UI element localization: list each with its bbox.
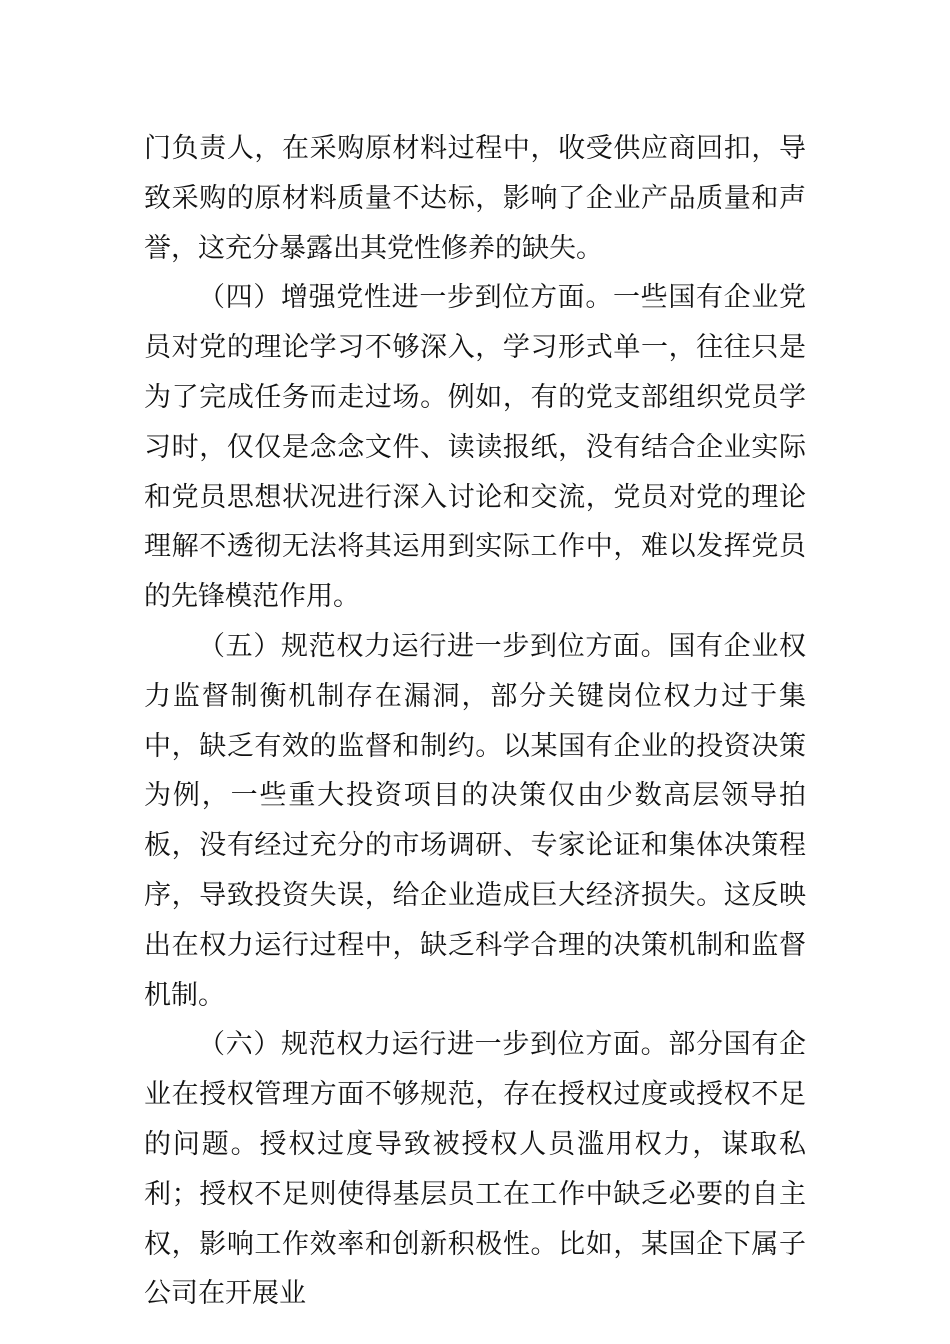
paragraph-continued: 门负责人，在采购原材料过程中，收受供应商回扣，导致采购的原材料质量不达标，影响了企业产品质量和声誉，这充分暴露出其党性修养的缺失。: [144, 133, 806, 264]
paragraph-section-5: （五）规范权力运行进一步到位方面。国有企业权力监督制衡机制存在漏洞，部分关键岗位权力过于集中，缺乏有效的监督和制约。以某国有企业的投资决策为例，一些重大投资项目的决策仅由少数高层领导拍板，没有经过充分的市场调研、专家论证和集体决策程序，导致投资失误，给企业造成巨大经济损失。这反映出在权力运行过程中，缺乏科学合理的决策机制和监督机制。: [144, 630, 806, 1011]
paragraph-section-4: （四）增强党性进一步到位方面。一些国有企业党员对党的理论学习不够深入，学习形式单一，往往只是为了完成任务而走过场。例如，有的党支部组织党员学习时，仅仅是念念文件、读读报纸，没有结合企业实际和党员思想状况进行深入讨论和交流，党员对党的理论理解不透彻无法将其运用到实际工作中，难以发挥党员的先锋模范作用。: [144, 282, 806, 613]
paragraph-section-6: （六）规范权力运行进一步到位方面。部分国有企业在授权管理方面不够规范，存在授权过度或授权不足的问题。授权过度导致被授权人员滥用权力，谋取私利；授权不足则使得基层员工在工作中缺乏必要的自主权，影响工作效率和创新积极性。比如，某国企下属子公司在开展业: [144, 1029, 806, 1310]
document-body: [144, 124, 806, 1319]
